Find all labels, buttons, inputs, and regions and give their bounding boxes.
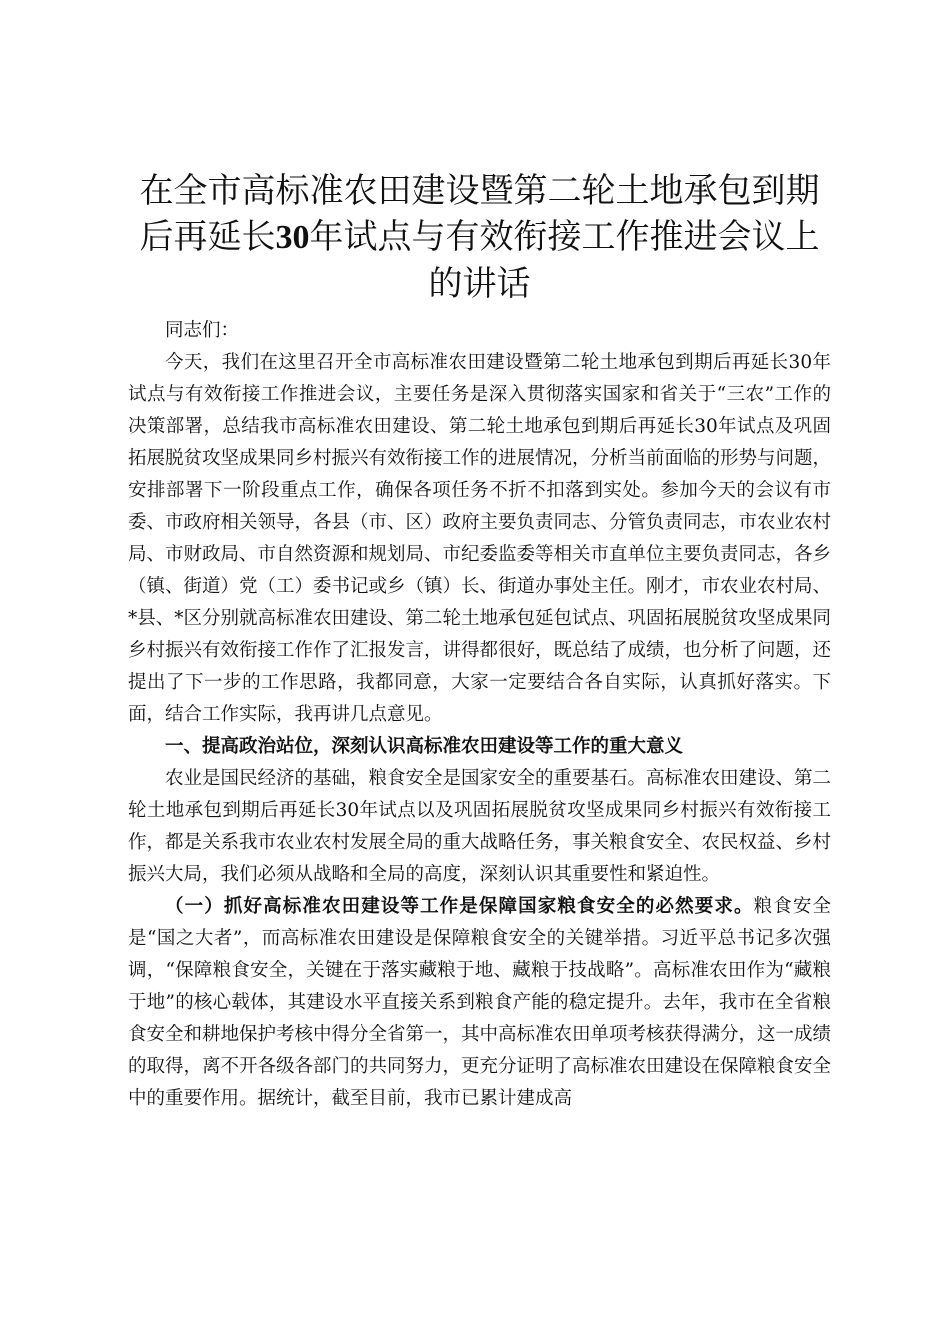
subsection-1-lead: （一）抓好高标准农田建设等工作是保障国家粮食安全的必然要求。: [165, 896, 754, 917]
title-part-1: 在全市高标准农田建设暨第二轮土地承包到期后再延长: [139, 171, 820, 257]
section-1-paragraph: 农业是国民经济的基础，粮食安全是国家安全的重要基石。高标准农田建设、第二轮土地承包到期后再延长30年试点以及巩固拓展脱贫攻坚成果同乡村振兴有效衔接工作，都是关系我市农业农村发展全局的重大战略任务，事关粮食安全、农民权益、乡村振兴大局，我们必须从战略和全局的高度，深刻认识其重要性和紧迫性。: [128, 768, 832, 885]
intro-paragraph: 今天，我们在这里召开全市高标准农田建设暨第二轮土地承包到期后再延长30年试点与有效衔接工作推进会议，主要任务是深入贯彻落实国家和省关于“三农”工作的决策部署，总结我市高标准农田建设、第二轮土地承包到期后再延长30年试点及巩固拓展脱贫攻坚成果同乡村振兴有效衔接工作的进展情况，分析当前面临的形势与问题，安排部署下一阶段重点工作，确保各项任务不折不扣落到实处。参加今天的会议有市委、市政府相关领导，各县（市、区）政府主要负责同志、分管负责同志，市农业农村局、市财政局、市自然资源和规划局、市纪委监委等相关市直单位主要负责同志，各乡（镇、街道）党（工）委书记或乡（镇）长、街道办事处主任。刚才，市农业农村局、*县、*区分别就高标准农田建设、第二轮土地承包延包试点、巩固拓展脱贫攻坚成果同乡村振兴有效衔接工作作了汇报发言，讲得都很好，既总结了成绩，也分析了问题，还提出了下一步的工作思路，我都同意，大家一定要结合各自实际，认真抓好落实。下面，结合工作实际，我再讲几点意见。: [128, 352, 832, 725]
subsection-1-body: 粮食安全是“国之大者”，而高标准农田建设是保障粮食安全的关键举措。习近平总书记多次强调，“保障粮食安全，关键在于落实藏粮于地、藏粮于技战略”。高标准农田作为“藏粮于地”的核心载体，其建设水平直接关系到粮食产能的稳定提升。去年，我市在全省粮食安全和耕地保护考核中得分全省第一，其中高标准农田单项考核获得满分，这一成绩的取得，离不开各级各部门的共同努力，更充分证明了高标准农田建设在保障粮食安全中的重要作用。据统计，截至目前，我市已累计建成高: [128, 896, 832, 1109]
document-title: [128, 168, 831, 307]
title-number: 30: [275, 219, 310, 256]
document-page: [128, 168, 831, 1115]
title-part-2: 年试点与有效衔接工作推进会议上的讲话: [309, 217, 820, 304]
section-1-heading: 一、提高政治站位，深刻认识高标准农田建设等工作的重大意义: [165, 736, 684, 757]
subsection-1-paragraph: [128, 891, 831, 1115]
salutation: 同志们：: [165, 320, 240, 341]
